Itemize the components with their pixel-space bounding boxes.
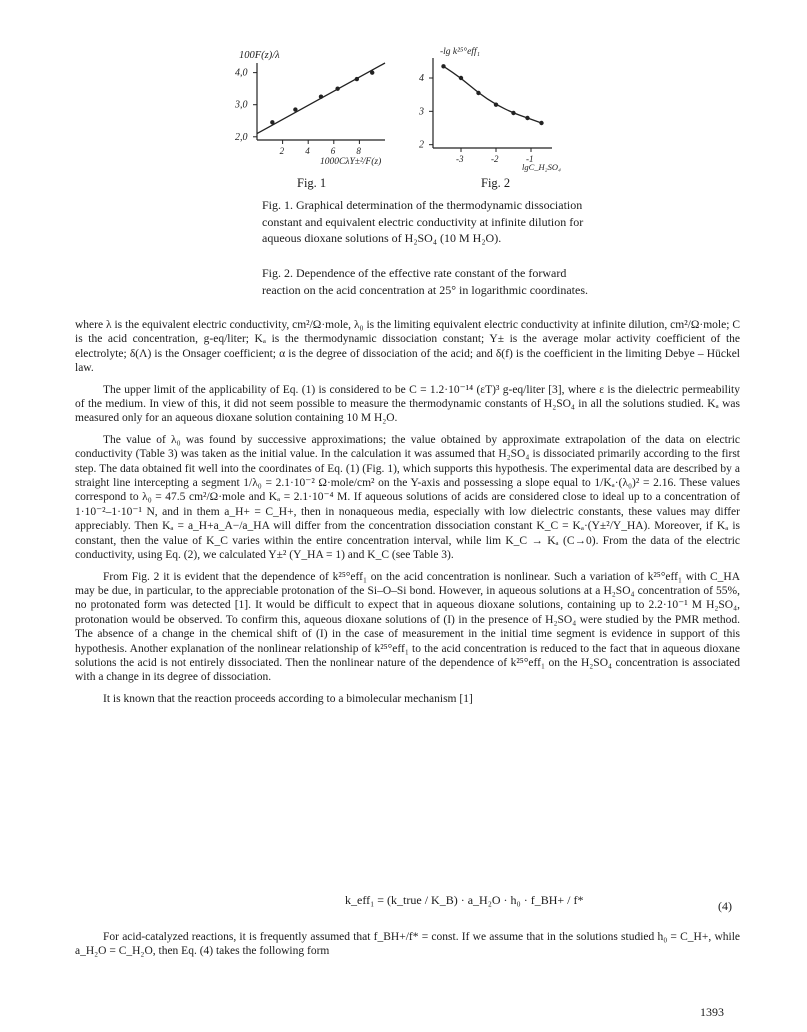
paragraph-6: For acid-catalyzed reactions, it is frequently assumed that f_BH+/f* = const. If we assume that in the solutions studied h₀ = C_H+, while a_H₂O = C_H₂O, then Eq. (4) takes the following form [75, 931, 740, 958]
paragraph-1: where λ is the equivalent electric conductivity, cm²/Ω·mole, λ₀ is the limiting equivalent electric conductivity at infinite dilution, cm²/Ω·mole; C is the acid concentration, g-eq/liter; Kₐ is the thermodynamic dissociation constant; Y± is the average molar activity coefficient of the electrolyte; δ(Λ) is the Onsager coefficient; α is the degree of dissociation of the acid; and δ(f) is the coefficient in the limiting Debye – Hückel law. [75, 319, 740, 375]
fig2-point [525, 116, 529, 120]
fig2-x-tick-label: -1 [526, 154, 534, 164]
fig2-point [539, 121, 543, 125]
fig2-y-tick-label: 2 [419, 139, 424, 151]
fig1-chart [234, 50, 385, 167]
fig2-caption: Fig. 2. Dependence of the effective rate constant of the forward reaction on the acid concentration at 25° in logarithmic coordinates. [262, 266, 589, 297]
fig2-curve [444, 66, 542, 123]
paragraph-4: From Fig. 2 it is evident that the dependence of k²⁵°eff₁ on the acid concentration is nonlinear. Such a variation of k²⁵°eff₁ with C_HA may be due, in particular, to the appreciable protonation of the Si–O–Si bond. However, in aqueous solutions at a H₂SO₄ concentration of 55%, no protonated form was detected [1]. It would be difficult to expect that in aqueous dioxane solutions, containing up to 2.2·10⁻¹ M H₂SO₄, protonation would be observed. To confirm this, aqueous dioxane solutions of (I) in the presence of H₂SO₄ were studied by the PMR method. The absence of a change in the chemical shift of (I) in the case of measurement in the initial time segment is evidence in support of this hypothesis. Another explanation of the nonlinear relationship of k²⁵°eff₁ to the acid concentration is reduced to the fact that in aqueous dioxane solutions the acid is not entirely dissociated. Then the nonlinear nature of the dependence of k²⁵°eff₁ on the H₂SO₄ concentration is associated with a change in its degree of dissociation. [75, 570, 740, 684]
fig1-x-tick-label: 6 [330, 146, 336, 156]
body-text-end [75, 930, 740, 966]
fig1-point [355, 77, 359, 81]
fig1-y-tick-label: 2,0 [235, 131, 248, 143]
fig2-chart [418, 46, 561, 172]
fig1-point [270, 120, 274, 124]
fig2-label: Fig. 2 [481, 176, 511, 190]
fig1-x-tick-label: 8 [356, 146, 361, 156]
fig2-y-tick-label: 3 [419, 106, 424, 118]
fig1-point [293, 107, 297, 111]
fig1-point [319, 94, 323, 98]
fig1-xlabel: 1000CλY±²/F(z) [320, 157, 382, 167]
fig1-point [335, 86, 339, 90]
fig1-label: Fig. 1 [297, 176, 327, 190]
paragraph-2: The upper limit of the applicability of Eq. (1) is considered to be C = 1.2·10⁻¹⁴ (εT)³ g-eq/liter [3], where ε is the dielectric permeability of the medium. In view of this, it did not seem possible to measure the thermodynamic constants of H₂SO₄ in all the solutions studied. Kₐ was measured only for an aqueous dioxane solution containing 10 M H₂O. [75, 383, 740, 425]
fig2-ylabel: -lg k²⁵°eff₁ [440, 47, 480, 57]
paragraph-5: It is known that the reaction proceeds according to a bimolecular mechanism [1] [103, 692, 473, 705]
fig2-y-tick-label: 4 [419, 73, 424, 84]
fig1-y-tick-label: 4,0 [235, 67, 248, 79]
paragraph-3: The value of λ₀ was found by successive approximations; the value obtained by approximate extrapolation of the data on electric conductivity (Table 3) was taken as the initial value. In the calculation it was assumed that H₂SO₄ is dissociated primarily according to the first step. The data obtained fit well into the coordinates of Eq. (1) (Fig. 1), which supports this hypothesis. The experimental data are described by a straight line intercepting a segment 1/λ₀ = 2.1·10⁻² Ω·mole/cm² on the Y-axis and possessing a slope equal to 1/Kₐ·(λ₀)² = 2.16. These values correspond to λ₀ = 47.5 cm²/Ω·mole and Kₐ = 2.1·10⁻⁴ M. If aqueous solutions of acids are considered close to ideal up to a concentration of 1·10⁻²–1·10⁻¹ N, and in them a_H+ = C_H+, then in nonaqueous media, especially with low dielectric constants, these values may differ appreciably. Then Kₐ = a_H+a_A−/a_HA will differ from the concentration dissociation constant K_C = Kₐ·(Y±²/Y_HA). Moreover, if Kₐ is constant, then the value of K_C varies within the entire concentration interval, while lim K_C → Kₐ (C→0). From the data of the electric conductivity, using Eq. (2), we calculated Y±² (Y_HA = 1) and K_C (see Table 3). [75, 433, 740, 562]
fig2-point [459, 76, 463, 80]
body-text [75, 318, 740, 713]
equation-4: k_eff₁ = (k_true / K_B) · a_H₂O · h₀ · f_BH+ / f* [345, 893, 584, 907]
page-number: 1393 [700, 1005, 724, 1019]
fig2-xlabel: lgC_H₂SO₄ [522, 162, 561, 172]
fig2-point [511, 111, 515, 115]
fig2-point [441, 64, 445, 68]
equation-number: (4) [718, 899, 732, 913]
fig1-ylabel: 100F(z)/λ [239, 50, 280, 61]
fig2-point [494, 102, 498, 106]
figures-svg [0, 0, 807, 200]
fig1-caption: Fig. 1. Graphical determination of the thermodynamic dissociation constant and equivalent electric conductivity at infinite dilution for aqueous dioxane solutions of H₂SO₄ (10 M H₂O). [262, 198, 584, 245]
fig2-x-tick-label: -2 [491, 154, 499, 164]
fig2-x-tick-label: -3 [456, 154, 464, 164]
fig1-point [370, 70, 374, 74]
fig1-x-tick-label: 2 [279, 146, 285, 156]
fig2-point [476, 91, 480, 95]
fig1-y-tick-label: 3,0 [235, 99, 248, 111]
fig1-x-tick-label: 4 [305, 146, 310, 156]
